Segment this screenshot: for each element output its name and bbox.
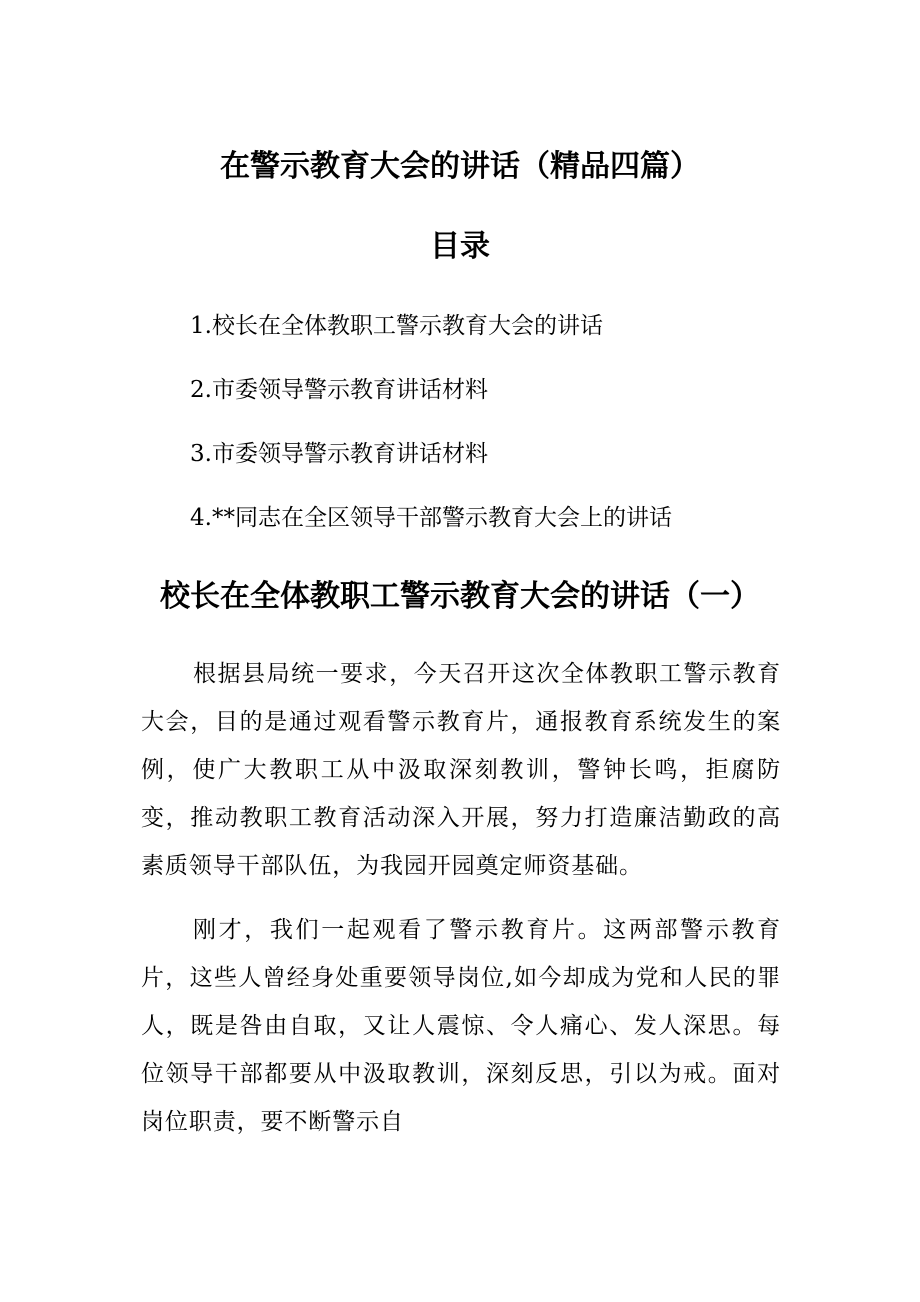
toc-item-3[interactable]: 3.市委领导警示教育讲话材料 xyxy=(190,441,488,467)
body-paragraph-2: 刚才，我们一起观看了警示教育片。这两部警示教育片，这些人曾经身处重要领导岗位,如今却成为党和人民的罪人，既是咎由自取，又让人震惊、令人痛心、发人深思。每位领导干部都要从中汲取教训，深刻反思，引以为戒。面对岗位职责，要不断警示自 xyxy=(141,917,781,1135)
body-paragraph-1: 根据县局统一要求，今天召开这次全体教职工警示教育大会，目的是通过观看警示教育片，通报教育系统发生的案例，使广大教职工从中汲取深刻教训，警钟长鸣，拒腐防变，推动教职工教育活动深入开展，努力打造廉洁勤政的高素质领导干部队伍，为我园开园奠定师资基础。 xyxy=(141,661,781,879)
document-title: 在警示教育大会的讲话（精品四篇） xyxy=(220,149,700,184)
section-title: 校长在全体教职工警示教育大会的讲话（一） xyxy=(160,579,760,614)
table-of-contents xyxy=(190,304,830,560)
toc-item-1[interactable]: 1.校长在全体教职工警示教育大会的讲话 xyxy=(190,313,603,339)
toc-item-4[interactable]: 4.**同志在全区领导干部警示教育大会上的讲话 xyxy=(190,505,672,531)
toc-heading: 目录 xyxy=(430,229,490,264)
toc-item-2[interactable]: 2.市委领导警示教育讲话材料 xyxy=(190,377,488,403)
